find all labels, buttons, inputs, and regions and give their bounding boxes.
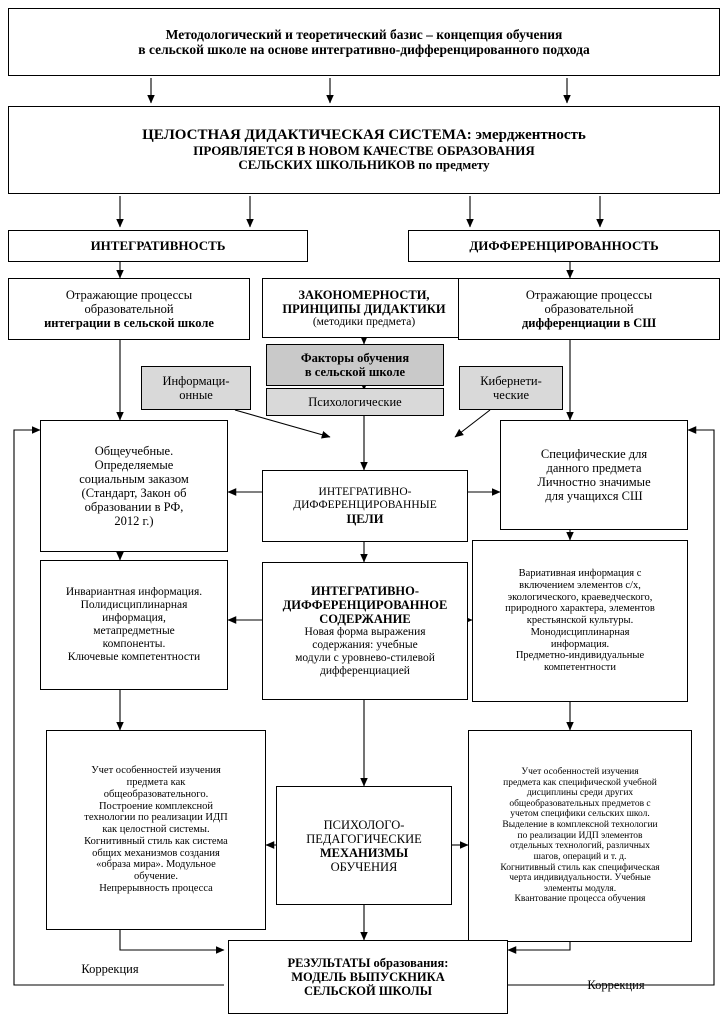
content-line-5: содержания: учебные [312,639,418,652]
right-mechanisms-box [468,730,692,942]
variative-line-6: Монодисциплинарная [530,626,630,638]
general-line-6: 2012 г.) [114,514,154,528]
invariant-line-6: Ключевые компетентности [67,650,201,663]
differentiation-label: ДИФФЕРЕНЦИРОВАННОСТЬ [469,237,659,253]
left-mech-line-9: «образа мира». Модульное [96,859,216,871]
invariant-line-4: метапредметные [93,625,175,637]
mechanisms-line-2: ПЕДАГОГИЧЕСКИЕ [306,831,422,846]
specific-line-1: Специфические для [540,447,648,461]
left-mech-line-6: как целостной системы. [102,824,210,836]
content-line-1: ИНТЕГРАТИВНО- [310,584,420,599]
mechanisms-box [276,786,452,905]
specific-goals-box [500,420,688,530]
results-line-2: МОДЕЛЬ ВЫПУСКНИКА [291,970,445,984]
variative-line-9: компетентности [544,662,616,674]
differentiation-box [408,230,720,262]
system-line-1: ЦЕЛОСТНАЯ ДИДАКТИЧЕСКАЯ СИСТЕМА: эмерджентность [142,127,586,144]
system-line-2: ПРОЯВЛЯЕТСЯ В НОВОМ КАЧЕСТВЕ ОБРАЗОВАНИЯ [193,142,535,158]
content-line-3: СОДЕРЖАНИЕ [319,612,411,627]
left-mech-line-7: Когнитивный стиль как система [84,835,228,847]
left-mech-line-2: предмета как [126,777,186,789]
right-mech-line-11: черта индивидуальности. Учебные [509,873,651,884]
variative-info-box [472,540,688,702]
general-line-1: Общеучебные. [94,444,174,458]
content-line-2: ДИФФЕРЕНЦИРОВАННОЕ [282,598,448,613]
invariant-line-1: Инвариантная информация. [65,586,203,599]
system-box [8,106,720,194]
factors-line-2: в сельской школе [304,365,406,379]
title-line-2: в сельской школе на основе интегративно-дифференцированного подхода [138,42,590,57]
laws-line-3: (методики предмета) [312,315,416,328]
right-mech-line-2: предмета как специфической учебной [503,777,657,788]
laws-line-1: ЗАКОНОМЕРНОСТИ, [298,287,430,302]
content-line-7: дифференциацией [320,664,410,677]
title-box [8,8,720,76]
laws-line-2: ПРИНЦИПЫ ДИДАКТИКИ [282,301,446,316]
right-mech-line-6: Выделение в комплексной технологии [502,820,658,831]
left-mech-line-3: общеобразовательного. [103,788,209,800]
right-processes-line-2: образовательной [544,302,634,316]
variative-line-2: включением элементов с/х, [519,579,641,591]
correction-right-text: Коррекция [587,978,645,992]
variative-line-4: природного характера, элементов [505,603,655,615]
general-goals-box [40,420,228,552]
right-processes-box [458,278,720,340]
variative-line-1: Вариативная информация с [518,568,642,580]
right-mech-line-4: общеобразовательных предметов с [509,798,651,809]
content-box [262,562,468,700]
right-mech-line-12: элементы модуля. [543,883,617,894]
left-mechanisms-box [46,730,266,930]
left-mech-line-11: Непрерывность процесса [99,882,213,894]
cybernetic-box [459,366,563,410]
goals-line-1: ИНТЕГРАТИВНО- [318,486,412,499]
invariant-line-3: информация, [102,612,166,625]
correction-left-label [50,962,170,977]
specific-line-5: для учащихся СШ [545,489,643,503]
invariant-line-5: компоненты. [102,637,166,650]
correction-left-text: Коррекция [81,962,139,976]
title-line-1: Методологический и теоретический базис – концепция обучения [165,26,563,42]
left-mech-line-10: обучение. [134,871,178,883]
correction-right-label [556,978,676,993]
informational-line-1: Информаци- [162,374,230,388]
right-mech-line-5: учетом специфики сельских школ. [510,809,650,820]
right-mech-line-1: Учет особенностей изучения [521,766,639,777]
left-mech-line-5: технологии по реализации ИДП [84,812,228,824]
variative-line-3: экологического, краеведческого, [507,591,653,603]
general-line-2: Определяемые [94,458,174,472]
left-processes-line-2: образовательной [84,302,174,316]
right-mech-line-10: Когнитивный стиль как специфическая [500,862,660,873]
left-processes-line-1: Отражающие процессы [65,288,193,302]
right-mech-line-9: шагов, операций и т. д. [533,851,627,862]
left-mech-line-8: общих механизмов создания [92,847,220,859]
laws-box [262,278,466,338]
variative-line-7: информация. [550,638,610,650]
mechanisms-line-3: МЕХАНИЗМЫ [319,845,409,860]
results-box [228,940,508,1014]
invariant-line-2: Полидисциплинарная [80,599,188,612]
right-mech-line-8: отдельных технологий, различных [510,841,650,852]
cybernetic-line-1: Кибернети- [480,374,542,388]
factors-box [266,344,444,386]
mechanisms-line-1: ПСИХОЛОГО- [323,817,405,832]
results-line-3: СЕЛЬСКОЙ ШКОЛЫ [304,984,432,998]
left-mech-line-1: Учет особенностей изучения [91,765,221,777]
general-line-4: (Стандарт, Закон об [81,486,187,500]
specific-line-4: Личностно значимые [537,475,651,489]
right-mech-line-7: по реализации ИДП элементов [517,830,643,841]
left-processes-line-3: интеграции в сельской школе [44,316,214,330]
integrativity-label: ИНТЕГРАТИВНОСТЬ [90,237,226,253]
informational-line-2: онные [179,388,213,402]
invariant-info-box [40,560,228,690]
cybernetic-line-2: ческие [492,388,529,402]
variative-line-5: крестьянской культуры. [526,615,634,627]
psychological-box [266,388,444,416]
right-mech-line-3: дисциплины среди других [526,788,634,799]
integrativity-box [8,230,308,262]
content-line-6: модули с уровнево-стилевой [295,652,435,664]
system-line-3: СЕЛЬСКИХ ШКОЛЬНИКОВ по предмету [238,157,490,173]
goals-line-3: ЦЕЛИ [346,511,384,526]
specific-line-2: данного предмета [546,461,642,475]
mechanisms-line-4: ОБУЧЕНИЯ [330,859,398,874]
general-line-3: социальным заказом [79,472,189,486]
right-processes-line-1: Отражающие процессы [525,288,653,302]
left-processes-box [8,278,250,340]
left-mech-line-4: Построение комплексной [98,800,214,812]
informational-box [141,366,251,410]
variative-line-8: Предметно-индивидуальные [515,650,645,662]
results-line-1: РЕЗУЛЬТАТЫ образования: [287,956,449,970]
right-mech-line-13: Квантование процесса обучения [514,894,646,905]
general-line-5: образовании в РФ, [84,500,184,514]
right-processes-line-3: дифференциации в СШ [521,316,657,330]
goals-box [262,470,468,542]
content-line-4: Новая форма выражения [304,626,426,639]
psychological-label: Психологические [308,395,402,409]
goals-line-2: ДИФФЕРЕНЦИРОВАННЫЕ [293,499,437,511]
factors-line-1: Факторы обучения [300,351,410,365]
